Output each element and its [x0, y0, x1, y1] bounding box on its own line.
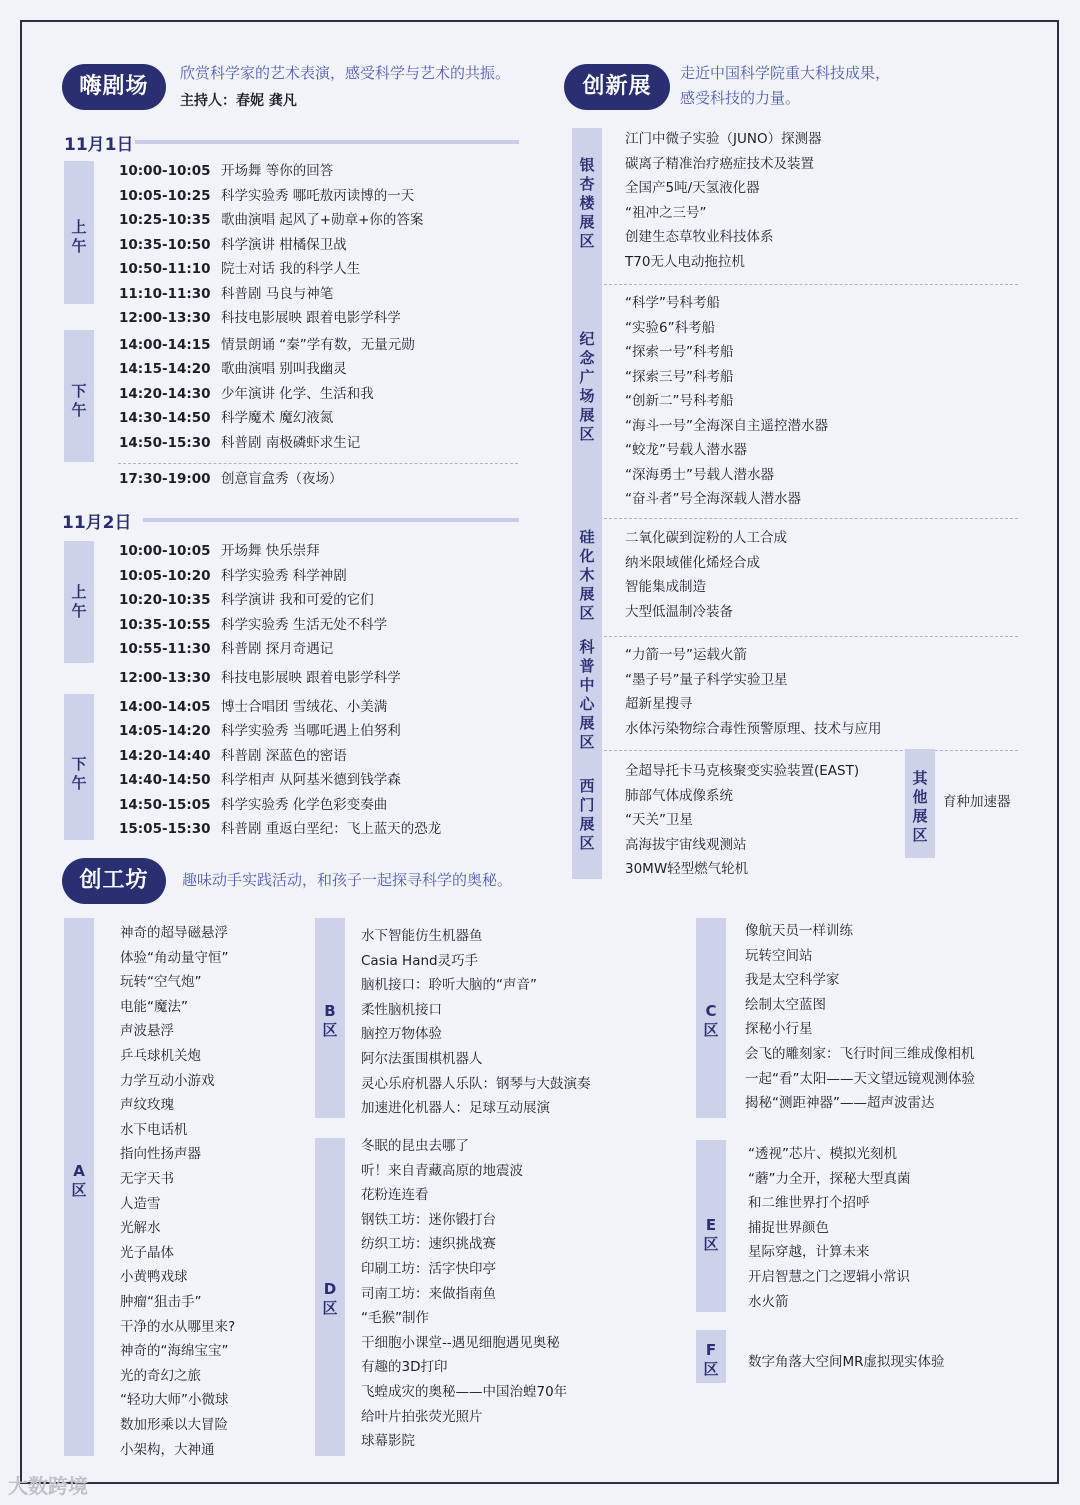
exhibit-item: 江门中微子实验（JUNO）探测器	[625, 131, 822, 147]
schedule-program: 创意盲盒秀（夜场）	[221, 471, 343, 487]
schedule-row	[119, 406, 333, 431]
schedule-row	[119, 719, 401, 744]
exhibit-item: 全国产5吨/天氢液化器	[625, 180, 760, 196]
other-zone-item: 育种加速器	[943, 794, 1011, 810]
exhibit-item: “实验6”科考船	[625, 319, 716, 336]
exhibit-item: T70无人电动拖拉机	[625, 253, 745, 270]
activity-item: 脑控万物体验	[361, 1026, 442, 1043]
zone-divider	[604, 518, 1018, 519]
exhibit-item: 大型低温制冷装备	[625, 603, 733, 620]
day1-date: 11月1日	[64, 135, 134, 155]
exhibit-item: 超新星搜寻	[625, 696, 693, 712]
activity-item: 有趣的3D打印	[361, 1359, 448, 1376]
exhibit-item: 创建生态草牧业科技体系	[625, 229, 774, 245]
schedule-row	[119, 744, 347, 769]
activity-item: 神奇的超导磁悬浮	[120, 925, 228, 941]
activity-item: 钢铁工坊：迷你锻打台	[361, 1211, 496, 1228]
activity-item: 柔性脑机接口	[361, 1001, 442, 1018]
activity-item: 飞蝗成灾的奥秘——中国治蝗70年	[361, 1384, 568, 1400]
schedule-time: 14:50-15:05	[119, 797, 211, 813]
exhibit-item: “海斗一号”全海深自主遥控潜水器	[625, 417, 828, 434]
exhibit-item: “深海勇士”号载人潜水器	[625, 466, 774, 483]
chuangxin-subtitle-1: 走近中国科学院重大科技成果，	[680, 64, 891, 82]
activity-item: 加速进化机器人：足球互动展演	[361, 1100, 550, 1117]
schedule-row	[119, 613, 387, 638]
schedule-time: 14:05-14:20	[119, 723, 211, 739]
schedule-row	[119, 637, 333, 662]
zone-a-label: A区	[71, 1162, 87, 1199]
day2-am-label: 上午	[71, 583, 87, 620]
exhibit-item: “科学”号科考船	[625, 295, 720, 311]
activity-item: 绘制太空蓝图	[745, 996, 826, 1013]
activity-item: “透视”芯片、模拟光刻机	[748, 1146, 897, 1162]
activity-item: 脑机接口：聆听大脑的“声音”	[361, 977, 537, 994]
schedule-program: 科学实验秀 生活无处不科学	[221, 617, 388, 633]
chuanggong-title-pill: 创工坊	[62, 858, 166, 904]
activity-item: 体验“角动量守恒”	[120, 949, 229, 966]
activity-item: 灵心乐府机器人乐队：钢琴与大鼓演奏	[361, 1075, 591, 1092]
schedule-row	[119, 159, 333, 184]
activity-item: 小架构，大神通	[120, 1441, 215, 1458]
schedule-time: 11:10-11:30	[119, 286, 211, 302]
zone-label: 科普中心展区	[579, 638, 595, 751]
schedule-program: 科技电影展映 跟着电影学科学	[221, 670, 401, 686]
schedule-time: 10:50-11:10	[119, 261, 211, 277]
activity-item: 阿尔法蛋围棋机器人	[361, 1051, 483, 1067]
activity-item: 印刷工坊：活字快印亭	[361, 1261, 496, 1277]
hai-host: 主持人：春妮 龚凡	[180, 93, 297, 109]
schedule-time: 10:20-10:35	[119, 592, 211, 608]
exhibit-item: 纳米限域催化烯烃合成	[625, 554, 760, 571]
zone-divider	[604, 636, 1018, 637]
schedule-program: 博士合唱团 雪绒花、小美满	[221, 699, 388, 715]
schedule-time: 14:15-14:20	[119, 361, 211, 377]
activity-item: 数字角落大空间MR虚拟现实体验	[748, 1354, 945, 1370]
other-zone-label: 其他展区	[912, 769, 928, 844]
schedule-time: 10:05-10:20	[119, 568, 211, 584]
schedule-row	[119, 539, 320, 564]
activity-item: 听！来自青藏高原的地震波	[361, 1162, 523, 1179]
activity-item: Casia Hand灵巧手	[361, 952, 479, 969]
activity-item: 给叶片拍张荧光照片	[361, 1408, 483, 1425]
day1-date-line	[135, 140, 519, 144]
schedule-program: 少年演讲 化学、生活和我	[221, 386, 374, 402]
schedule-time: 10:25-10:35	[119, 212, 211, 228]
activity-item: 水下电话机	[120, 1121, 188, 1138]
day1-pm-label: 下午	[71, 382, 87, 419]
zone-label: 银杏楼展区	[579, 156, 595, 250]
activity-item: 干净的水从哪里来?	[120, 1318, 236, 1335]
exhibit-item: “蛟龙”号载人潜水器	[625, 442, 747, 458]
schedule-time: 10:00-10:05	[119, 163, 211, 179]
activity-item: 干细胞小课堂--遇见细胞遇见奥秘	[361, 1334, 560, 1351]
schedule-row	[119, 382, 374, 407]
schedule-time: 14:20-14:30	[119, 386, 211, 402]
exhibit-item: 高海拔宇宙线观测站	[625, 836, 747, 853]
day2-pm-label: 下午	[71, 755, 87, 792]
schedule-row	[119, 257, 360, 282]
schedule-program: 情景朗诵 “秦”学有数，无量元勋	[221, 337, 415, 353]
exhibit-item: “探索一号”科考船	[625, 344, 734, 360]
schedule-program: 科学实验秀 当哪吒遇上伯努利	[221, 723, 401, 739]
schedule-row	[119, 588, 374, 613]
schedule-time: 14:20-14:40	[119, 748, 211, 764]
activity-item: 光解水	[120, 1220, 161, 1237]
exhibit-item: “墨子号”量子科学实验卫星	[625, 671, 788, 688]
exhibit-item: “力箭一号”运载火箭	[625, 647, 747, 663]
schedule-time: 14:00-14:15	[119, 337, 211, 353]
schedule-time: 12:00-13:30	[119, 310, 211, 326]
schedule-program: 科学实验秀 化学色彩变奏曲	[221, 797, 388, 813]
activity-item: 光的奇幻之旅	[120, 1367, 201, 1384]
schedule-row	[119, 793, 387, 818]
activity-item: 声波悬浮	[120, 1023, 174, 1040]
activity-item: 水下智能仿生机器鱼	[361, 928, 483, 944]
schedule-time: 14:30-14:50	[119, 410, 211, 426]
schedule-row	[119, 208, 423, 233]
schedule-program: 科普剧 重返白垩纪：飞上蓝天的恐龙	[221, 821, 442, 837]
exhibit-item: “天关”卫星	[625, 812, 693, 828]
schedule-program: 科技电影展映 跟着电影学科学	[221, 310, 401, 326]
activity-item: 力学互动小游戏	[120, 1072, 215, 1089]
exhibit-item: 水体污染物综合毒性预警原理、技术与应用	[625, 720, 882, 737]
schedule-program: 开场舞 快乐崇拜	[221, 543, 320, 559]
activity-item: 玩转空间站	[745, 947, 813, 964]
schedule-program: 科学实验秀 哪吒敖丙读博的一天	[221, 188, 415, 204]
schedule-row	[119, 431, 360, 456]
schedule-program: 科学演讲 柑橘保卫战	[221, 237, 347, 253]
schedule-program: 科普剧 深蓝色的密语	[221, 748, 347, 764]
activity-item: 和二维世界打个招呼	[748, 1195, 870, 1212]
activity-item: “轻功大师”小微球	[120, 1392, 229, 1409]
schedule-time: 17:30-19:00	[119, 471, 211, 487]
zone-b-label: B区	[322, 1002, 338, 1039]
schedule-row	[119, 564, 347, 589]
chuangxin-subtitle-2: 感受科技的力量。	[680, 89, 801, 107]
schedule-program: 科学演讲 我和可爱的它们	[221, 592, 374, 608]
day2-date-line	[143, 518, 519, 522]
schedule-program: 科普剧 探月奇遇记	[221, 641, 334, 657]
schedule-row	[119, 282, 333, 307]
zone-f-label: F区	[703, 1341, 719, 1378]
zone-e-label: E区	[703, 1216, 719, 1253]
zone-divider	[604, 284, 1018, 285]
activity-item: 纺织工坊：速织挑战赛	[361, 1236, 496, 1253]
activity-item: 指向性扬声器	[120, 1146, 201, 1163]
schedule-program: 科学魔术 魔幻液氮	[221, 410, 334, 426]
schedule-row	[119, 184, 414, 209]
activity-item: 声纹玫瑰	[120, 1097, 174, 1114]
exhibit-item: 智能集成制造	[625, 579, 706, 595]
schedule-time: 12:00-13:30	[119, 670, 211, 686]
activity-item: 揭秘“测距神器”——超声波雷达	[745, 1095, 935, 1112]
schedule-time: 10:05-10:25	[119, 188, 211, 204]
exhibit-item: “创新二”号科考船	[625, 393, 734, 409]
exhibit-item: 30MW轻型燃气轮机	[625, 861, 749, 877]
day1-am-label: 上午	[71, 218, 87, 255]
schedule-time: 14:40-14:50	[119, 772, 211, 788]
schedule-program: 歌曲演唱 起风了+勋章+你的答案	[221, 212, 424, 228]
exhibit-item: “探索三号”科考船	[625, 368, 734, 385]
activity-item: 无字天书	[120, 1171, 174, 1187]
schedule-program: 科学实验秀 科学神剧	[221, 568, 347, 584]
activity-item: 神奇的“海绵宝宝”	[120, 1343, 229, 1360]
chuanggong-subtitle: 趣味动手实践活动，和孩子一起探寻科学的奥秘。	[182, 871, 513, 889]
day2-date: 11月2日	[62, 513, 132, 533]
schedule-row	[119, 357, 347, 382]
exhibit-item: 肺部气体成像系统	[625, 787, 733, 804]
activity-item: 花粉连连看	[361, 1187, 429, 1204]
schedule-program: 科普剧 马良与神笔	[221, 286, 334, 302]
day1-extra-row	[119, 467, 343, 492]
activity-item: 小黄鸭戏球	[120, 1269, 188, 1286]
exhibit-item: “祖冲之三号”	[625, 204, 707, 221]
exhibit-item: 二氧化碳到淀粉的人工合成	[625, 530, 787, 546]
zone-label: 硅化木展区	[579, 528, 595, 622]
schedule-time: 10:55-11:30	[119, 641, 211, 657]
activity-item: 会飞的雕刻家：飞行时间三维成像相机	[745, 1046, 975, 1062]
schedule-time: 10:00-10:05	[119, 543, 211, 559]
schedule-row	[119, 666, 401, 691]
hai-subtitle: 欣赏科学家的艺术表演，感受科学与艺术的共振。	[180, 64, 511, 82]
activity-item: “毛猴”制作	[361, 1310, 429, 1327]
activity-item: 星际穿越，计算未来	[748, 1244, 870, 1261]
activity-item: 冬眠的昆虫去哪了	[361, 1138, 469, 1154]
exhibit-item: 碳离子精准治疗癌症技术及装置	[625, 155, 814, 172]
zone-c-label: C区	[703, 1002, 719, 1039]
activity-item: 司南工坊：来做指南鱼	[361, 1285, 496, 1302]
activity-item: 球幕影院	[361, 1433, 415, 1450]
schedule-row	[119, 333, 415, 358]
exhibit-item: 全超导托卡马克核聚变实验装置(EAST)	[625, 763, 860, 779]
schedule-program: 院士对话 我的科学人生	[221, 261, 361, 277]
activity-item: 乒乓球机关炮	[120, 1048, 201, 1064]
schedule-row	[119, 817, 441, 842]
watermark: 大数跨境	[8, 1474, 88, 1498]
activity-item: 肿瘤“狙击手”	[120, 1294, 202, 1310]
schedule-row	[119, 306, 401, 331]
activity-item: “蘑”力全开，探秘大型真菌	[748, 1170, 911, 1187]
schedule-program: 开场舞 等你的回答	[221, 163, 334, 179]
schedule-row	[119, 695, 387, 720]
schedule-program: 歌曲演唱 别叫我幽灵	[221, 361, 347, 377]
day1-divider	[118, 463, 518, 464]
activity-item: 人造雪	[120, 1195, 161, 1212]
activity-item: 探秘小行星	[745, 1021, 813, 1038]
activity-item: 捕捉世界颜色	[748, 1219, 829, 1236]
activity-item: 一起“看”太阳——天文望远镜观测体验	[745, 1070, 975, 1087]
activity-item: 光子晶体	[120, 1244, 174, 1261]
activity-item: 像航天员一样训练	[745, 923, 853, 939]
zone-divider	[604, 750, 1018, 751]
schedule-time: 10:35-10:50	[119, 237, 211, 253]
schedule-time: 15:05-15:30	[119, 821, 211, 837]
zone-label: 西门展区	[579, 777, 595, 852]
activity-item: 数加形乘以大冒险	[120, 1417, 228, 1433]
schedule-program: 科普剧 南极磷虾求生记	[221, 435, 361, 451]
activity-item: 水火箭	[748, 1293, 789, 1310]
schedule-row	[119, 233, 347, 258]
exhibit-item: “奋斗者”号全海深载人潜水器	[625, 491, 801, 507]
activity-item: 开启智慧之门之逻辑小常识	[748, 1269, 910, 1285]
schedule-row	[119, 768, 401, 793]
schedule-time: 10:35-10:55	[119, 617, 211, 633]
hai-title-pill: 嗨剧场	[62, 64, 166, 110]
activity-item: 电能“魔法”	[120, 998, 188, 1015]
schedule-program: 科学相声 从阿基米德到钱学森	[221, 772, 401, 788]
zone-d-label: D区	[322, 1280, 338, 1317]
schedule-time: 14:00-14:05	[119, 699, 211, 715]
activity-item: 我是太空科学家	[745, 972, 840, 989]
activity-item: 玩转“空气炮”	[120, 974, 202, 991]
schedule-time: 14:50-15:30	[119, 435, 211, 451]
chuangxin-title-pill: 创新展	[564, 64, 670, 110]
zone-label: 纪念广场展区	[579, 330, 595, 443]
